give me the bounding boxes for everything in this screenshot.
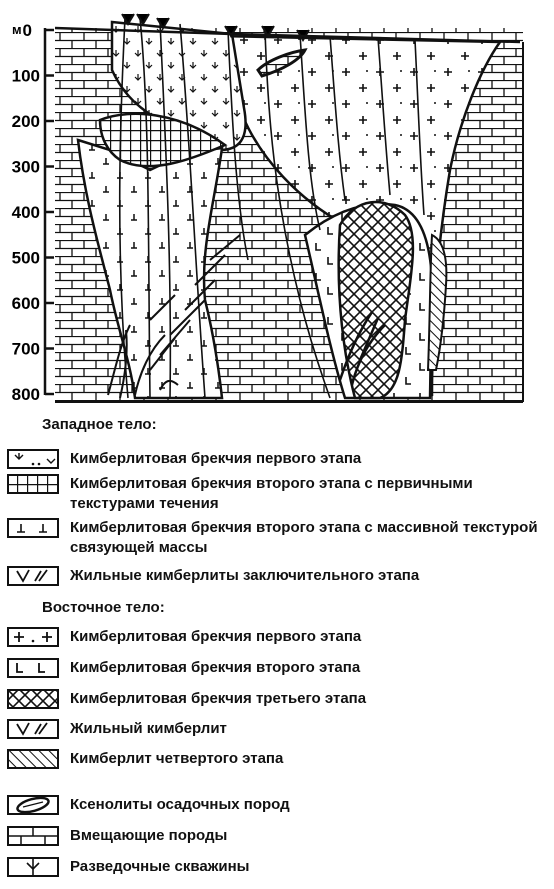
legend-east-title: Восточное тело: <box>42 599 165 616</box>
legend-label: Кимберлитовая брекчия второго этапа с первичными текстурами течения <box>70 475 473 512</box>
legend-item-east-fourth-stage <box>7 749 552 771</box>
depth-tick-label: 800 <box>11 385 40 404</box>
depth-tick-label: 100 <box>11 66 40 86</box>
legend-label: Кимберлитовая брекчия второго этапа с массивной текстурой связующей массы <box>70 519 538 556</box>
depth-tick-label: 300 <box>11 157 40 177</box>
legend-item-xenoliths <box>7 795 552 817</box>
legend-item-west-veins <box>7 566 552 588</box>
legend-label: Ксенолиты осадочных пород <box>70 796 290 813</box>
legend-label: Кимберлитовая брекчия первого этапа <box>70 450 362 467</box>
legend-item-east-third-stage <box>7 689 552 711</box>
depth-unit: м <box>12 22 22 37</box>
corner-l-icon <box>7 658 59 678</box>
inverted-t-icon <box>7 518 59 538</box>
depth-tick-label: 600 <box>11 294 40 313</box>
legend-label: Жильный кимберлит <box>70 720 227 737</box>
legend-label: Разведочные скважины <box>70 858 250 875</box>
legend-label: Кимберлитовая брекчия третьего этапа <box>70 690 367 707</box>
depth-tick-label: 500 <box>11 248 40 268</box>
legend-item-west-flow-texture <box>7 474 552 516</box>
legend-label: Кимберлитовая брекчия второго этапа <box>70 659 361 676</box>
brick-icon <box>7 826 59 846</box>
legend-west-title: Западное тело: <box>42 416 157 433</box>
depth-tick-label: 700 <box>11 339 40 359</box>
depth-tick-label: 400 <box>11 203 40 222</box>
plus-dots-icon <box>7 627 59 647</box>
xenolith-icon <box>7 795 59 815</box>
legend-item-east-second-stage <box>7 658 552 680</box>
legend-item-boreholes <box>7 857 552 879</box>
legend-label: Кимберлит четвертого этапа <box>70 750 284 767</box>
depth-tick-label: 200 <box>11 112 40 131</box>
legend-label: Жильные кимберлиты заключительного этапа <box>70 567 420 584</box>
depth-tick-label: 0 <box>22 21 32 40</box>
geological-section <box>0 0 554 420</box>
legend-item-west-massive-texture <box>7 518 552 560</box>
crosshatch-icon <box>7 689 59 709</box>
diagonal-hatch-icon <box>7 749 59 769</box>
legend-item-west-first-stage <box>7 449 552 471</box>
depth-ticks <box>12 21 54 404</box>
legend-label: Кимберлитовая брекчия первого этапа <box>70 628 362 645</box>
legend-item-host-rocks <box>7 826 552 848</box>
borehole-icon <box>7 857 59 877</box>
legend-label: Вмещающие породы <box>70 827 228 844</box>
vein-icon <box>7 719 59 739</box>
check-dots-icon <box>7 449 59 469</box>
grid-icon <box>7 474 59 494</box>
vein-icon <box>7 566 59 586</box>
legend-item-east-first-stage <box>7 627 552 649</box>
legend-item-east-veins <box>7 719 552 741</box>
